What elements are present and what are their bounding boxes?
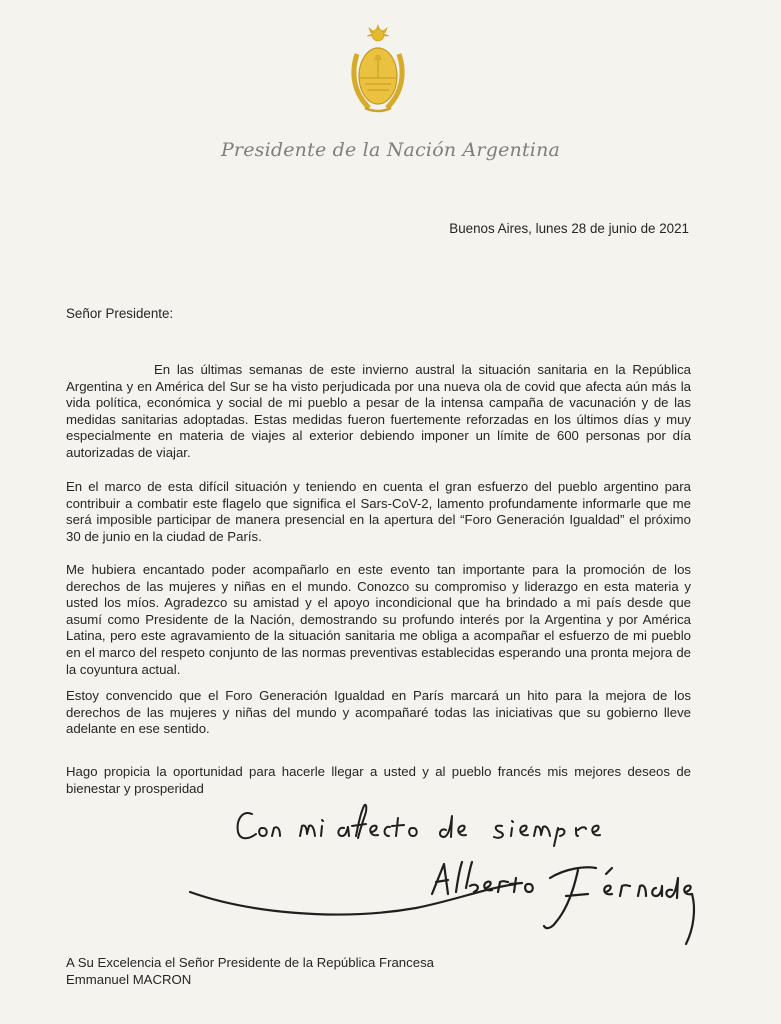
salutation: Señor Presidente: [66,306,174,321]
handwritten-closing [232,800,622,852]
date-line: Buenos Aires, lunes 28 de junio de 2021 [449,221,689,236]
signature [186,848,702,948]
body-paragraph: Estoy convencido que el Foro Generación Igualdad en París marcará un hito para la mejora de los derechos de las mujeres y niñas del mundo y acompañaré todas las iniciativas que su gobierno lleve adelante en ese sentido. [66,688,691,737]
body-paragraph: En el marco de esta difícil situación y teniendo en cuenta el gran esfuerzo del pueblo argentino para contribuir a combatir este flagelo que significa el Sars-CoV-2, lamento profundamente informarle que me será imposible participar de manera presencial en la apertura del “Foro Generación Igualdad” el próximo 30 de junio en la ciudad de París. [66,479,691,544]
recipient-block [66,955,434,988]
letterhead-title: Presidente de la Nación Argentina [220,139,561,161]
body-paragraph: Hago propicia la oportunidad para hacerle llegar a usted y al pueblo francés mis mejores deseos de bienestar y prosperidad [66,764,691,796]
body-paragraph: Me hubiera encantado poder acompañarlo en este evento tan importante para la promoción de los derechos de las mujeres y niñas en el mundo. Conozco su compromiso y liderazgo en esta materia y usted los míos. Agradezco su amistad y el apoyo incondicional que ha brindado a mi país desde que asumí como Presidente de la Nación, demostrando su profundo interés por la Argentina y por América Latina, pero este agravamiento de la situación sanitaria me obliga a acompañar el esfuerzo de mi pueblo en el marco del respeto conjunto de las normas preventivas establecidas esperando una pronta mejora de la coyuntura actual. [66,562,691,677]
body-paragraph: En las últimas semanas de este invierno austral la situación sanitaria en la República Argentina y en América del Sur se ha visto perjudicada por una nueva ola de covid que afecta aún más la vida política, económica y social de mi pueblo a pesar de la intensa campaña de vacunación y de las medidas sanitarias adoptadas. Estas medidas fueron fuertemente reforzadas en los últimos días y muy especialmente en materia de viajes al exterior debiendo imponer un límite de 600 personas por día autorizadas de viajar. [66,362,691,460]
recipient-line-1: A Su Excelencia el Señor Presidente de la República Francesa [66,955,435,970]
recipient-line-2: Emmanuel MACRON [66,971,192,987]
coat-of-arms-icon [347,24,409,116]
